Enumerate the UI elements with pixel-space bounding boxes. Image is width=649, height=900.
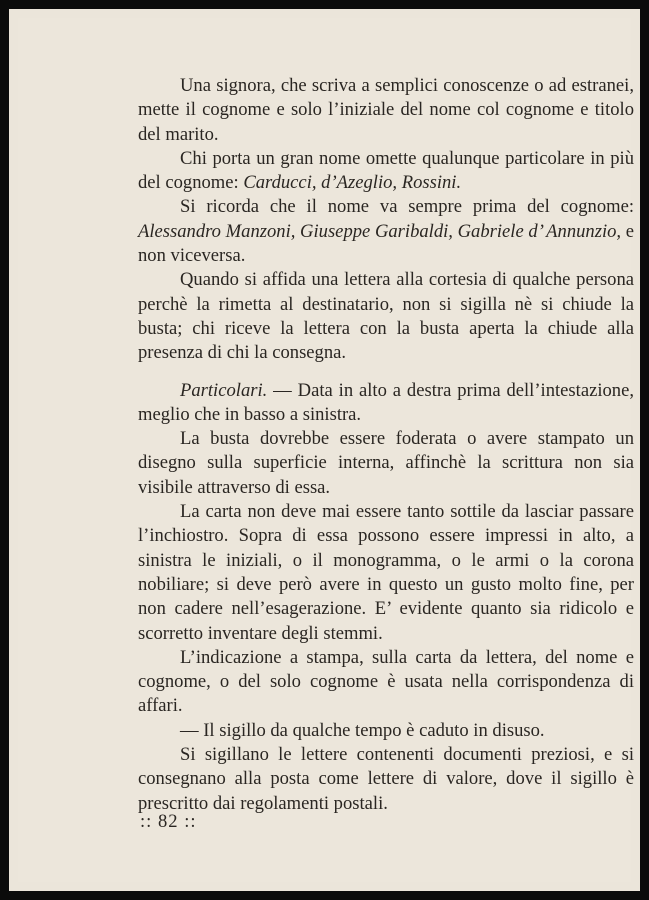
text-segment: Si sigillano le lettere contenenti documenti preziosi, e si consegnano alla posta come lettere di valore, dove il sigillo è prescritto dai regolamenti postali. <box>138 744 634 814</box>
text-segment: Chi porta un gran nome omette qualunque particolare in più del cognome: <box>138 147 634 194</box>
italic-text: Carducci, d’Azeglio, Rossini. <box>243 172 462 194</box>
paragraph <box>138 74 634 147</box>
book-page <box>18 18 634 882</box>
italic-text: Particolari. <box>180 379 268 401</box>
paragraph <box>138 743 634 816</box>
text-segment: La carta non deve mai essere tanto sottile da lasciar passare l’inchiostro. Sopra di essa possono essere impressi in alto, a sinistra le iniziali, o il monogramma, o le armi o la corona nobiliare; si deve però avere in questo un gusto molto fine, per non cadere nell’esagerazione. E’ evidente quanto sia ridicolo e scorretto inventare degli stemmi. <box>138 501 634 644</box>
text-segment: Una signora, che scriva a semplici conoscenze o ad estranei, mette il cognome e solo l’iniziale del nome col cognome e titolo del marito. <box>138 75 634 145</box>
text-segment: — Data in alto a destra prima dell’intestazione, meglio che in basso a sinistra. <box>138 379 634 425</box>
paragraph <box>138 379 634 428</box>
text-segment: Quando si affida una lettera alla cortesia di qualche persona perchè la rimetta al destinatario, non si sigilla nè si chiude la busta; chi riceve la lettera con la busta aperta la chiude alla presenza di chi la consegna. <box>138 269 634 364</box>
text-segment: L’indicazione a stampa, sulla carta da lettera, del nome e cognome, o del solo cognome è usata nella corrispondenza di affari. <box>138 646 634 717</box>
italic-text: Alessandro Manzoni, Giuseppe Garibaldi, Gabriele d’ Annunzio, <box>138 220 622 242</box>
paragraph <box>138 719 634 743</box>
paragraph <box>138 268 634 365</box>
paragraph <box>138 646 634 719</box>
paragraph <box>138 427 634 500</box>
text-segment: — Il sigillo da qualche tempo è caduto in disuso. <box>180 719 545 741</box>
text-segment: La busta dovrebbe essere foderata o avere stampato un disegno sulla superficie interna, affinchè la scrittura non sia visibile attraverso di essa. <box>138 428 634 498</box>
text-segment: Si ricorda che il nome va sempre prima del cognome: <box>180 196 634 218</box>
body-text <box>138 74 634 816</box>
paragraph <box>138 500 634 646</box>
page-number: :: 82 :: <box>140 811 197 832</box>
paragraph <box>138 147 634 196</box>
paragraph <box>138 195 634 268</box>
text-segment: e non viceversa. <box>138 220 634 267</box>
